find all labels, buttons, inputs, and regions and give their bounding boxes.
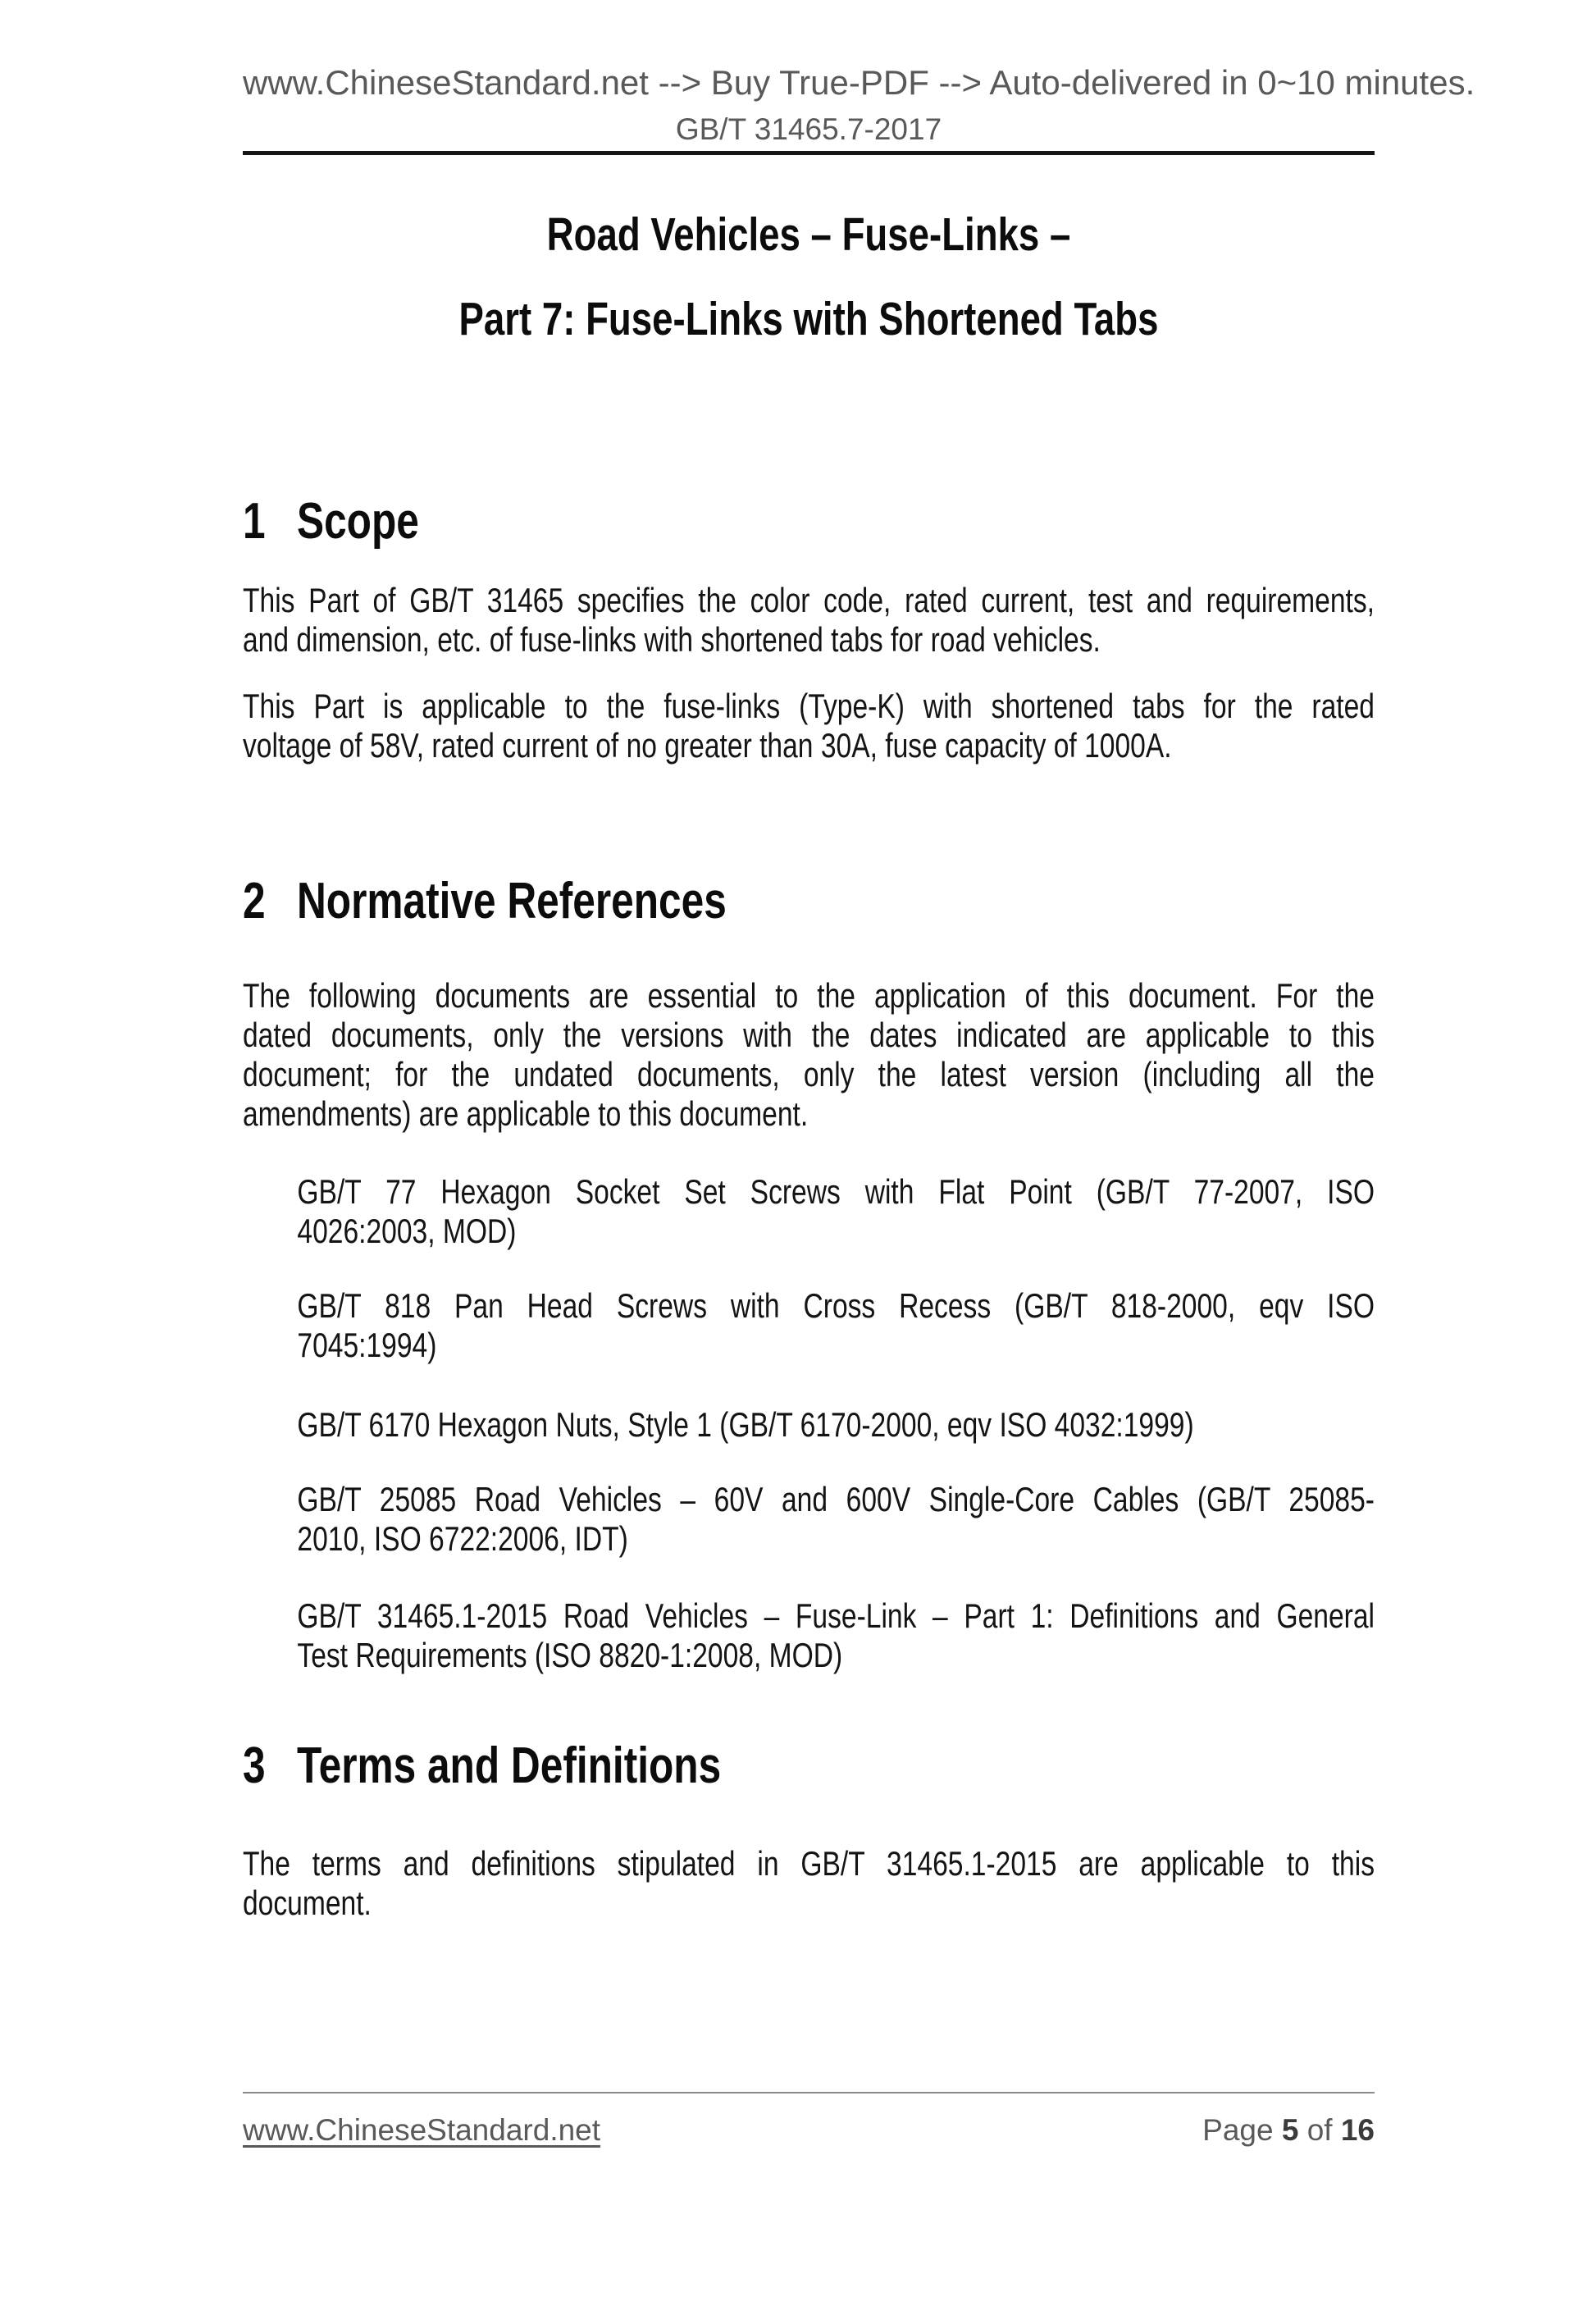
text-line: voltage of 58V, rated current of no greater than 30A, fuse capacity of 1000A. — [243, 726, 1172, 765]
text-line: amendments) are applicable to this document. — [243, 1094, 809, 1133]
page-header — [243, 63, 1475, 155]
page-footer — [243, 2115, 1375, 2145]
reference-item — [243, 1480, 1375, 1559]
text-line: 7045:1994) — [297, 1326, 437, 1364]
text-line: This Part of GB/T 31465 specifies the color code, rated current, test and requirements, — [243, 581, 1375, 619]
text-line: This Part is applicable to the fuse-links (Type-K) with shortened tabs for the rated — [243, 687, 1375, 725]
paragraph — [243, 581, 1375, 660]
page-indicator — [1202, 2115, 1375, 2145]
page-total: 16 — [1340, 2113, 1375, 2147]
footer-site-link[interactable]: www.ChineseStandard.net — [243, 2113, 601, 2147]
reference-item — [243, 1172, 1375, 1251]
text-line: GB/T 25085 Road Vehicles – 60V and 600V Single-Core Cables (GB/T 25085- — [297, 1480, 1375, 1518]
header-promo-text: www.ChineseStandard.net --> Buy True-PDF --> Auto-delivered in 0~10 minutes. — [243, 63, 1475, 102]
section-2-heading — [243, 875, 1375, 928]
document-title-line-1: Road Vehicles – Fuse-Links – — [546, 208, 1071, 261]
reference-item — [243, 1405, 1375, 1445]
text-line: GB/T 6170 Hexagon Nuts, Style 1 (GB/T 6170-2000, eqv ISO 4032:1999) — [297, 1405, 1194, 1444]
text-line: document. — [243, 1883, 372, 1922]
section-title: Scope — [296, 493, 419, 550]
section-3-heading — [243, 1737, 1375, 1794]
text-line: GB/T 818 Pan Head Screws with Cross Recess (GB/T 818-2000, eqv ISO — [297, 1286, 1375, 1325]
section-title: Normative References — [296, 873, 727, 929]
section-number: 2 — [243, 873, 266, 929]
text-line: and dimension, etc. of fuse-links with shortened tabs for road vehicles. — [243, 620, 1101, 659]
reference-item — [243, 1286, 1375, 1365]
footer-rule — [243, 2092, 1375, 2093]
of-word: of — [1306, 2113, 1333, 2147]
section-number: 3 — [243, 1737, 266, 1794]
header-doc-number: GB/T 31465.7-2017 — [675, 112, 942, 146]
document-body — [243, 210, 1375, 1923]
text-line: document; for the undated documents, only the latest version (including all the — [243, 1055, 1375, 1094]
document-title-line-2: Part 7: Fuse-Links with Shortened Tabs — [458, 293, 1159, 345]
text-line: The terms and definitions stipulated in GB/T 31465.1-2015 are applicable to this — [243, 1844, 1375, 1883]
paragraph — [243, 687, 1375, 765]
page-number: 5 — [1281, 2113, 1299, 2147]
document-page — [0, 63, 1596, 2324]
text-line: 4026:2003, MOD) — [297, 1212, 517, 1250]
text-line: The following documents are essential to the application of this document. For the — [243, 976, 1375, 1015]
paragraph — [243, 1844, 1375, 1923]
paragraph — [243, 976, 1375, 1134]
section-number: 1 — [243, 493, 266, 550]
text-line: Test Requirements (ISO 8820-1:2008, MOD) — [297, 1636, 843, 1674]
page-word: Page — [1202, 2113, 1274, 2147]
section-1-heading — [243, 495, 1375, 548]
section-title: Terms and Definitions — [296, 1737, 722, 1794]
text-line: 2010, ISO 6722:2006, IDT) — [297, 1519, 628, 1558]
text-line: dated documents, only the versions with the dates indicated are applicable to this — [243, 1016, 1375, 1054]
reference-item — [243, 1596, 1375, 1675]
reference-list — [243, 1172, 1375, 1675]
text-line: GB/T 77 Hexagon Socket Set Screws with Flat Point (GB/T 77-2007, ISO — [297, 1172, 1375, 1211]
header-rule — [243, 151, 1375, 155]
text-line: GB/T 31465.1-2015 Road Vehicles – Fuse-Link – Part 1: Definitions and General — [297, 1596, 1375, 1635]
